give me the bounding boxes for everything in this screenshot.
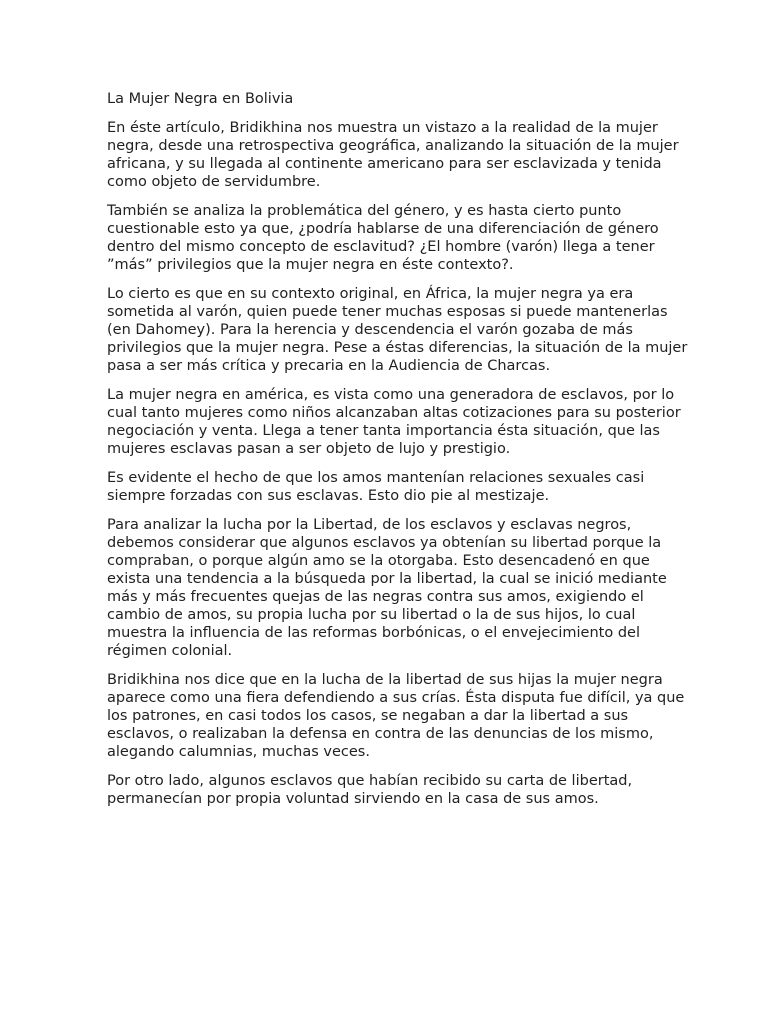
paragraph-line: africana, y su llegada al continente americano para ser esclavizada y tenida xyxy=(107,156,662,172)
paragraph-line: cuestionable esto ya que, ¿podría hablarse de una diferenciación de género xyxy=(107,221,659,237)
paragraph-line: sometida al varón, quien puede tener muchas esposas si puede mantenerlas xyxy=(107,304,668,320)
paragraph xyxy=(107,671,685,761)
paragraph xyxy=(107,516,667,660)
paragraph-line: Por otro lado, algunos esclavos que habían recibido su carta de libertad, xyxy=(107,773,633,789)
document-title: La Mujer Negra en Bolivia xyxy=(107,91,294,107)
paragraph-line: esclavos, o realizaban la defensa en contra de las denuncias de los mismo, xyxy=(107,726,654,742)
paragraph-line: negociación y venta. Llega a tener tanta importancia ésta situación, que las xyxy=(107,423,660,439)
paragraph xyxy=(107,469,663,505)
paragraph-line: privilegios que la mujer negra. Pese a éstas diferencias, la situación de la mujer xyxy=(107,340,688,356)
paragraph-line: pasa a ser más crítica y precaria en la Audiencia de Charcas. xyxy=(107,358,551,374)
paragraph-line: Bridikhina nos dice que en la lucha de la libertad de sus hijas la mujer negra xyxy=(107,672,663,688)
paragraph-line: debemos considerar que algunos esclavos ya obtenían su libertad porque la xyxy=(107,535,662,551)
paragraph-line: siempre forzadas con sus esclavas. Esto dio pie al mestizaje. xyxy=(107,488,550,504)
paragraph-line: cual tanto mujeres como niños alcanzaban altas cotizaciones para su posterior xyxy=(107,405,681,421)
paragraph-line: La mujer negra en américa, es vista como una generadora de esclavos, por lo xyxy=(107,387,675,403)
paragraph-line: negra, desde una retrospectiva geográfica, analizando la situación de la mujer xyxy=(107,138,679,154)
paragraph-line: Para analizar la lucha por la Libertad, de los esclavos y esclavas negros, xyxy=(107,517,632,533)
document-body xyxy=(107,119,688,808)
paragraph-line: alegando calumnias, muchas veces. xyxy=(107,744,370,760)
paragraph-line: Es evidente el hecho de que los amos mantenían relaciones sexuales casi xyxy=(107,470,645,486)
paragraph xyxy=(107,119,679,191)
paragraph-line: También se analiza la problemática del género, y es hasta cierto punto xyxy=(107,203,622,219)
paragraph xyxy=(107,386,681,458)
paragraph-line: los patrones, en casi todos los casos, se negaban a dar la libertad a sus xyxy=(107,708,629,724)
paragraph xyxy=(107,772,663,808)
paragraph-line: aparece como una fiera defendiendo a sus crías. Ésta disputa fue difícil, ya que xyxy=(107,690,685,706)
paragraph xyxy=(107,285,688,375)
paragraph-line: compraban, o porque algún amo se la otorgaba. Esto desencadenó en que xyxy=(107,553,650,569)
paragraph xyxy=(107,202,663,274)
paragraph-line: ”más” privilegios que la mujer negra en éste contexto?. xyxy=(107,257,514,273)
paragraph-line: Lo cierto es que en su contexto original, en África, la mujer negra ya era xyxy=(107,286,634,302)
paragraph-line: En éste artículo, Bridikhina nos muestra un vistazo a la realidad de la mujer xyxy=(107,120,658,136)
paragraph-line: como objeto de servidumbre. xyxy=(107,174,321,190)
paragraph-line: muestra la influencia de las reformas borbónicas, o el envejecimiento del xyxy=(107,625,640,641)
paragraph-line: más y más frecuentes quejas de las negras contra sus amos, exigiendo el xyxy=(107,589,644,605)
document-page xyxy=(107,90,688,819)
paragraph-line: régimen colonial. xyxy=(107,643,233,659)
paragraph-line: dentro del mismo concepto de esclavitud? ¿El hombre (varón) llega a tener xyxy=(107,239,655,255)
paragraph-line: permanecían por propia voluntad sirviendo en la casa de sus amos. xyxy=(107,791,599,807)
paragraph-line: cambio de amos, su propia lucha por su libertad o la de sus hijos, lo cual xyxy=(107,607,636,623)
paragraph-line: (en Dahomey). Para la herencia y descendencia el varón gozaba de más xyxy=(107,322,633,338)
paragraph-line: mujeres esclavas pasan a ser objeto de lujo y prestigio. xyxy=(107,441,511,457)
paragraph-line: exista una tendencia a la búsqueda por la libertad, la cual se inició mediante xyxy=(107,571,667,587)
